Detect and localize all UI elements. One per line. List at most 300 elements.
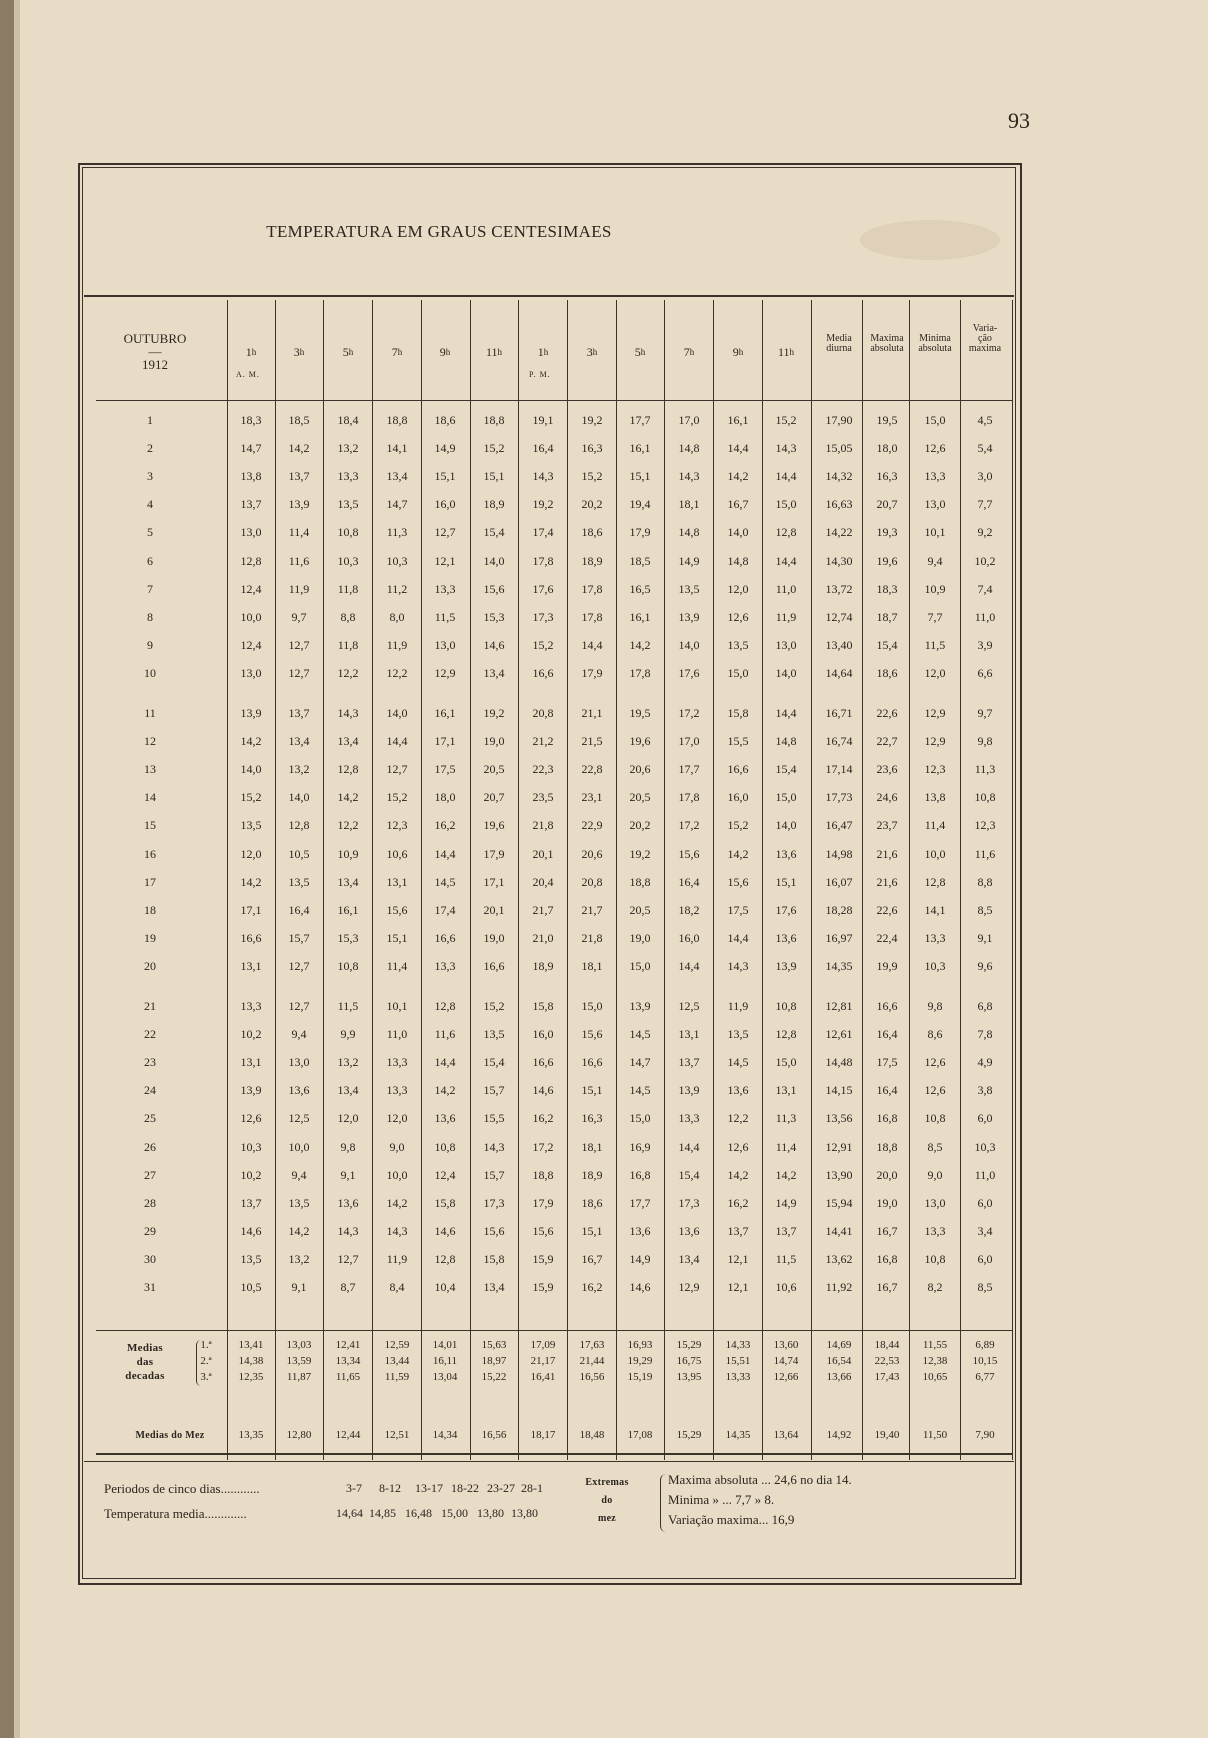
decade-cell: 16,11 <box>432 1355 458 1367</box>
temp-cell: 18,9 <box>532 958 554 973</box>
temp-cell: 10,0 <box>386 1167 408 1182</box>
temp-cell: 15,1 <box>386 930 408 945</box>
temp-cell: 14,4 <box>775 469 797 484</box>
temp-cell: 12,74 <box>825 609 853 624</box>
day-number: 10 <box>144 665 156 680</box>
temp-cell: 15,0 <box>775 790 797 805</box>
temp-cell: 11,4 <box>288 525 310 540</box>
temp-cell: 13,6 <box>775 846 797 861</box>
temp-cell: 23,1 <box>581 790 603 805</box>
temp-cell: 18,7 <box>876 609 898 624</box>
temp-cell: 13,1 <box>775 1083 797 1098</box>
column-rule <box>664 300 665 1460</box>
temp-cell: 10,1 <box>386 999 408 1013</box>
temp-cell: 15,9 <box>532 1280 554 1294</box>
temp-cell: 13,9 <box>240 706 262 720</box>
temp-cell: 11,5 <box>434 609 456 624</box>
temp-cell: 11,6 <box>434 1027 456 1042</box>
temp-cell: 15,7 <box>288 930 310 945</box>
day-number: 1 <box>147 413 153 427</box>
temp-cell: 14,5 <box>629 1027 651 1042</box>
temp-cell: 14,0 <box>727 525 749 540</box>
temp-cell: 13,7 <box>240 1195 262 1210</box>
temp-cell: 16,0 <box>434 497 456 512</box>
hour-number: 9 <box>732 345 739 359</box>
temp-cell: 16,3 <box>581 1111 603 1126</box>
temp-cell: 15,2 <box>775 413 797 427</box>
temp-cell: 16,8 <box>629 1167 651 1182</box>
temp-cell: 16,6 <box>876 999 898 1013</box>
temp-cell: 12,7 <box>386 762 408 777</box>
temp-cell: 17,1 <box>240 902 262 917</box>
temp-media-label: Temperatura media............. <box>104 1506 247 1521</box>
temp-cell: 14,5 <box>434 874 456 889</box>
temp-cell: 3,4 <box>977 1223 993 1238</box>
decade-cell: 15,29 <box>676 1339 702 1351</box>
decade-cell: 11,65 <box>335 1371 361 1383</box>
temp-cell: 14,41 <box>825 1223 853 1238</box>
temp-cell: 16,47 <box>825 818 853 833</box>
temp-cell: 14,4 <box>434 1055 456 1070</box>
temp-cell: 20,2 <box>629 818 651 833</box>
decade-cell: 14,69 <box>826 1339 852 1351</box>
temp-cell: 8,5 <box>977 902 993 917</box>
table-title: TEMPERATURA EM GRAUS CENTESIMAES <box>266 222 612 241</box>
temp-cell: 14,1 <box>924 902 946 917</box>
temp-cell: 13,6 <box>434 1111 456 1126</box>
temp-cell: 14,2 <box>727 469 749 484</box>
decade-cell: 16,93 <box>627 1339 653 1351</box>
temp-cell: 12,9 <box>678 1280 700 1294</box>
temp-cell: 12,1 <box>727 1251 749 1266</box>
hour-header <box>521 346 565 358</box>
temp-cell: 4,9 <box>977 1055 993 1070</box>
media-diurna-header-line: diurna <box>826 343 852 354</box>
temp-cell: 13,0 <box>924 1195 946 1210</box>
temp-cell: 14,0 <box>483 553 505 568</box>
temp-cell: 12,5 <box>288 1111 310 1126</box>
temp-cell: 13,3 <box>434 581 456 596</box>
variacao-maxima-header-line: Varia- <box>972 323 998 334</box>
temp-cell: 14,4 <box>775 553 797 568</box>
temp-cell: 15,4 <box>678 1167 700 1182</box>
month-dash: — <box>148 344 162 359</box>
temp-cell: 12,6 <box>924 1083 946 1098</box>
temp-cell: 10,8 <box>974 790 996 805</box>
temp-cell: 15,0 <box>775 497 797 512</box>
temp-cell: 15,0 <box>629 1111 651 1126</box>
temp-cell: 13,7 <box>288 706 310 720</box>
column-rule <box>762 300 763 1460</box>
decades-label-line2: das <box>136 1356 154 1368</box>
temp-cell: 20,1 <box>532 846 554 861</box>
temp-cell: 19,1 <box>532 413 554 427</box>
period-temp-value: 13,80 <box>477 1506 504 1520</box>
month-mean-cell: 12,44 <box>335 1429 361 1441</box>
extreme-var-line: Variação maxima... 16,9 <box>668 1512 795 1527</box>
month-mean-cell: 17,08 <box>627 1429 653 1441</box>
temp-cell: 14,6 <box>532 1083 554 1098</box>
temp-cell: 17,5 <box>876 1055 898 1070</box>
temp-cell: 16,6 <box>434 930 456 945</box>
temp-cell: 12,6 <box>240 1111 262 1126</box>
temp-cell: 14,8 <box>775 734 797 749</box>
temp-cell: 19,5 <box>629 706 651 720</box>
temp-cell: 11,9 <box>386 1251 408 1266</box>
month-mean-cell: 11,50 <box>922 1429 948 1441</box>
day-number: 3 <box>147 469 153 484</box>
temp-cell: 13,0 <box>434 637 456 652</box>
temp-cell: 9,7 <box>977 706 993 720</box>
temp-cell: 14,64 <box>825 665 853 680</box>
temp-cell: 22,8 <box>581 762 603 777</box>
temp-cell: 11,92 <box>825 1280 853 1294</box>
temp-cell: 23,6 <box>876 762 898 777</box>
temp-cell: 14,3 <box>727 958 749 973</box>
decade-cell: 15,51 <box>725 1355 751 1367</box>
temp-cell: 12,8 <box>924 874 946 889</box>
temp-cell: 16,7 <box>581 1251 603 1266</box>
extremes-label <box>572 1474 642 1528</box>
decades-label-line3: decadas <box>125 1370 165 1382</box>
temp-cell: 18,3 <box>240 413 262 427</box>
extremes-line2: do <box>601 1495 613 1506</box>
temp-cell: 16,9 <box>629 1139 651 1154</box>
temp-cell: 13,6 <box>337 1195 359 1210</box>
column-rule <box>470 300 471 1460</box>
maxima-absoluta-header-line: absoluta <box>870 343 904 354</box>
am-label: A. M. <box>236 370 260 379</box>
temp-cell: 13,90 <box>825 1167 853 1182</box>
temp-cell: 16,4 <box>288 902 310 917</box>
temp-cell: 17,8 <box>581 609 603 624</box>
temp-cell: 19,2 <box>581 413 603 427</box>
temp-cell: 16,1 <box>337 902 359 917</box>
page-binding-edge <box>0 0 14 1738</box>
temp-cell: 14,3 <box>532 469 554 484</box>
temp-cell: 8,4 <box>389 1280 405 1294</box>
temp-cell: 14,2 <box>386 1195 408 1210</box>
temp-cell: 16,1 <box>629 441 651 456</box>
temp-cell: 10,3 <box>386 553 408 568</box>
day-number: 26 <box>144 1139 156 1154</box>
temp-cell: 9,1 <box>291 1280 307 1294</box>
day-number: 12 <box>144 734 156 749</box>
temp-cell: 10,1 <box>924 525 946 540</box>
temp-cell: 14,0 <box>775 665 797 680</box>
temp-cell: 15,05 <box>825 441 853 456</box>
temp-cell: 13,9 <box>288 497 310 512</box>
temp-cell: 16,2 <box>581 1280 603 1294</box>
temp-cell: 12,0 <box>924 665 946 680</box>
temp-cell: 21,6 <box>876 846 898 861</box>
temp-cell: 13,1 <box>240 1055 262 1070</box>
hour-number: 7 <box>683 345 690 359</box>
temp-cell: 16,97 <box>825 930 853 945</box>
temp-cell: 24,6 <box>876 790 898 805</box>
temp-cell: 15,9 <box>532 1251 554 1266</box>
temp-cell: 14,4 <box>678 958 700 973</box>
temp-cell: 17,7 <box>629 1195 651 1210</box>
temp-cell: 18,8 <box>532 1167 554 1182</box>
temp-cell: 14,9 <box>629 1251 651 1266</box>
minima-absoluta-header <box>910 334 960 354</box>
temp-cell: 14,2 <box>240 874 262 889</box>
temp-cell: 8,2 <box>927 1280 943 1294</box>
temp-cell: 10,4 <box>434 1280 456 1294</box>
decade-cell: 19,29 <box>627 1355 653 1367</box>
decade-cell: 17,09 <box>530 1339 556 1351</box>
decade-cell: 16,56 <box>579 1371 605 1383</box>
temp-cell: 12,2 <box>337 818 359 833</box>
temp-cell: 13,4 <box>483 1280 505 1294</box>
temp-cell: 10,3 <box>240 1139 262 1154</box>
period-temp-value: 16,48 <box>405 1506 432 1520</box>
temp-cell: 14,2 <box>629 637 651 652</box>
decade-cell: 10,65 <box>922 1371 948 1383</box>
temp-cell: 11,3 <box>386 525 408 540</box>
temp-cell: 7,7 <box>977 497 993 512</box>
variacao-maxima-header-line: maxima <box>968 343 1002 354</box>
decade-cell: 16,54 <box>826 1355 852 1367</box>
temp-cell: 13,2 <box>288 762 310 777</box>
month-means-label: Medias do Mez <box>135 1430 205 1441</box>
temp-cell: 19,4 <box>629 497 651 512</box>
temp-cell: 3,0 <box>977 469 993 484</box>
temp-cell: 14,4 <box>727 441 749 456</box>
decade-cell: 12,59 <box>384 1339 410 1351</box>
temp-cell: 10,6 <box>386 846 408 861</box>
hour-number: 5 <box>634 345 641 359</box>
temp-cell: 17,3 <box>483 1195 505 1210</box>
temp-cell: 14,4 <box>581 637 603 652</box>
hour-suffix: h <box>592 347 598 357</box>
temp-cell: 13,6 <box>678 1223 700 1238</box>
temp-cell: 8,7 <box>340 1280 356 1294</box>
temp-cell: 16,3 <box>581 441 603 456</box>
temp-cell: 11,4 <box>924 818 946 833</box>
temp-cell: 12,6 <box>727 1139 749 1154</box>
month-mean-cell: 14,34 <box>432 1429 458 1441</box>
temp-cell: 16,6 <box>240 930 262 945</box>
hour-header <box>764 346 808 358</box>
temp-cell: 13,0 <box>288 1055 310 1070</box>
column-rule <box>811 300 812 1460</box>
month-label: OUTUBRO <box>123 331 187 346</box>
temp-cell: 8,5 <box>977 1280 993 1294</box>
month-mean-cell: 13,64 <box>773 1429 799 1441</box>
decade-cell: 14,33 <box>725 1339 751 1351</box>
temp-cell: 23,7 <box>876 818 898 833</box>
temp-cell: 19,5 <box>876 413 898 427</box>
temp-cell: 23,5 <box>532 790 554 805</box>
temp-cell: 13,1 <box>386 874 408 889</box>
temp-cell: 14,9 <box>775 1195 797 1210</box>
temp-cell: 13,9 <box>678 1083 700 1098</box>
hour-header <box>423 346 467 358</box>
temp-cell: 18,4 <box>337 413 359 427</box>
temp-cell: 21,8 <box>532 818 554 833</box>
hour-suffix: h <box>789 347 795 357</box>
temp-cell: 14,6 <box>240 1223 262 1238</box>
temp-cell: 6,6 <box>977 665 993 680</box>
temp-cell: 10,9 <box>924 581 946 596</box>
temp-cell: 21,6 <box>876 874 898 889</box>
decade-cell: 13,04 <box>432 1371 458 1383</box>
temp-cell: 15,6 <box>532 1223 554 1238</box>
temp-cell: 7,8 <box>977 1027 993 1042</box>
periods-label: Periodos de cinco dias............ <box>104 1481 260 1496</box>
temp-cell: 12,4 <box>434 1167 456 1182</box>
temp-cell: 10,5 <box>240 1280 262 1294</box>
decade-cell: 12,35 <box>238 1371 264 1383</box>
temp-cell: 13,1 <box>240 958 262 973</box>
temp-cell: 13,7 <box>775 1223 797 1238</box>
hour-number: 11 <box>777 345 790 359</box>
temp-cell: 12,7 <box>434 525 456 540</box>
decade-cell: 11,55 <box>922 1339 948 1351</box>
month-mean-cell: 15,29 <box>676 1429 702 1441</box>
temp-cell: 13,7 <box>727 1223 749 1238</box>
temp-cell: 15,0 <box>581 999 603 1013</box>
hour-suffix: h <box>348 347 354 357</box>
temp-cell: 10,6 <box>775 1280 797 1294</box>
temp-cell: 10,8 <box>434 1139 456 1154</box>
decade-cell: 22,53 <box>874 1355 900 1367</box>
temp-cell: 16,4 <box>678 874 700 889</box>
decade-brace <box>196 1340 203 1386</box>
decade-cell: 14,01 <box>432 1339 458 1351</box>
temp-cell: 18,6 <box>581 1195 603 1210</box>
decade-cell: 17,43 <box>874 1371 900 1383</box>
temp-cell: 21,0 <box>532 930 554 945</box>
temp-cell: 22,7 <box>876 734 898 749</box>
temp-cell: 21,8 <box>581 930 603 945</box>
temp-cell: 20,0 <box>876 1167 898 1182</box>
temp-cell: 13,6 <box>727 1083 749 1098</box>
temp-cell: 20,5 <box>629 902 651 917</box>
temp-cell: 13,3 <box>924 930 946 945</box>
temp-cell: 14,0 <box>775 818 797 833</box>
header-rule <box>96 400 1012 401</box>
temp-cell: 4,5 <box>977 413 993 427</box>
temp-cell: 13,0 <box>240 525 262 540</box>
temp-cell: 18,8 <box>629 874 651 889</box>
page-binding-shadow <box>14 0 20 1738</box>
hour-number: 11 <box>485 345 498 359</box>
temp-cell: 14,9 <box>434 441 456 456</box>
day-number: 4 <box>147 497 153 512</box>
day-number: 13 <box>144 762 156 777</box>
hour-number: 1 <box>537 345 544 359</box>
temp-cell: 10,9 <box>337 846 359 861</box>
temp-cell: 13,5 <box>288 874 310 889</box>
temp-cell: 12,7 <box>288 665 310 680</box>
decade-cell: 16,75 <box>676 1355 702 1367</box>
temp-cell: 18,0 <box>876 441 898 456</box>
temp-cell: 9,0 <box>927 1167 943 1182</box>
temp-cell: 11,9 <box>727 999 749 1013</box>
temp-cell: 17,73 <box>825 790 853 805</box>
temp-cell: 15,6 <box>483 1223 505 1238</box>
temp-cell: 17,14 <box>825 762 853 777</box>
decade-cell: 21,17 <box>530 1355 556 1367</box>
temp-cell: 20,7 <box>876 497 898 512</box>
temp-cell: 17,3 <box>678 1195 700 1210</box>
decade-cell: 15,19 <box>627 1371 653 1383</box>
extremes-line3: mez <box>597 1513 617 1524</box>
hour-number: 3 <box>586 345 593 359</box>
decade-cell: 21,44 <box>579 1355 605 1367</box>
minima-absoluta-header-line: Minima <box>919 333 951 344</box>
temp-cell: 13,5 <box>240 1251 262 1266</box>
temp-cell: 12,6 <box>924 1055 946 1070</box>
temp-cell: 15,0 <box>924 413 946 427</box>
day-number: 25 <box>144 1111 156 1126</box>
temp-cell: 16,74 <box>825 734 853 749</box>
temp-cell: 18,0 <box>434 790 456 805</box>
temp-cell: 13,3 <box>678 1111 700 1126</box>
temp-cell: 14,4 <box>727 930 749 945</box>
temp-cell: 13,7 <box>678 1055 700 1070</box>
temp-cell: 12,7 <box>337 1251 359 1266</box>
temp-cell: 19,2 <box>483 706 505 720</box>
temp-cell: 20,1 <box>483 902 505 917</box>
temp-cell: 16,1 <box>434 706 456 720</box>
temp-cell: 5,4 <box>977 441 993 456</box>
temp-cell: 14,7 <box>386 497 408 512</box>
temp-cell: 11,5 <box>337 999 359 1013</box>
column-rule <box>323 300 324 1460</box>
temp-cell: 13,72 <box>825 581 853 596</box>
period-value: 3-7 <box>346 1481 362 1495</box>
temp-cell: 13,4 <box>288 734 310 749</box>
decade-cell: 15,22 <box>481 1371 507 1383</box>
hour-header <box>326 346 370 358</box>
column-rule <box>567 300 568 1460</box>
temp-cell: 9,8 <box>977 734 993 749</box>
temp-cell: 13,3 <box>386 1055 408 1070</box>
temp-cell: 16,8 <box>876 1111 898 1126</box>
day-number: 20 <box>144 958 156 973</box>
temp-cell: 14,5 <box>727 1055 749 1070</box>
variacao-maxima-header-line: ção <box>978 333 992 344</box>
column-rule <box>1012 300 1013 1460</box>
decade-cell: 13,44 <box>384 1355 410 1367</box>
temp-cell: 13,0 <box>775 637 797 652</box>
temp-cell: 19,2 <box>532 497 554 512</box>
temp-cell: 14,4 <box>434 846 456 861</box>
variacao-maxima-header <box>960 324 1010 354</box>
temp-cell: 14,4 <box>775 706 797 720</box>
temp-cell: 20,2 <box>581 497 603 512</box>
day-number: 14 <box>144 790 156 805</box>
temp-cell: 11,3 <box>775 1111 797 1126</box>
temp-cell: 15,2 <box>483 441 505 456</box>
temp-cell: 12,9 <box>924 706 946 720</box>
temp-cell: 14,8 <box>678 525 700 540</box>
temp-cell: 10,3 <box>337 553 359 568</box>
hour-number: 9 <box>439 345 446 359</box>
temp-cell: 16,0 <box>678 930 700 945</box>
temp-cell: 11,0 <box>386 1027 408 1042</box>
temp-cell: 22,4 <box>876 930 898 945</box>
hour-suffix: h <box>445 347 451 357</box>
day-number: 23 <box>144 1055 156 1070</box>
temp-cell: 17,90 <box>825 413 853 427</box>
temp-cell: 16,6 <box>532 665 554 680</box>
temp-cell: 7,4 <box>977 581 993 596</box>
